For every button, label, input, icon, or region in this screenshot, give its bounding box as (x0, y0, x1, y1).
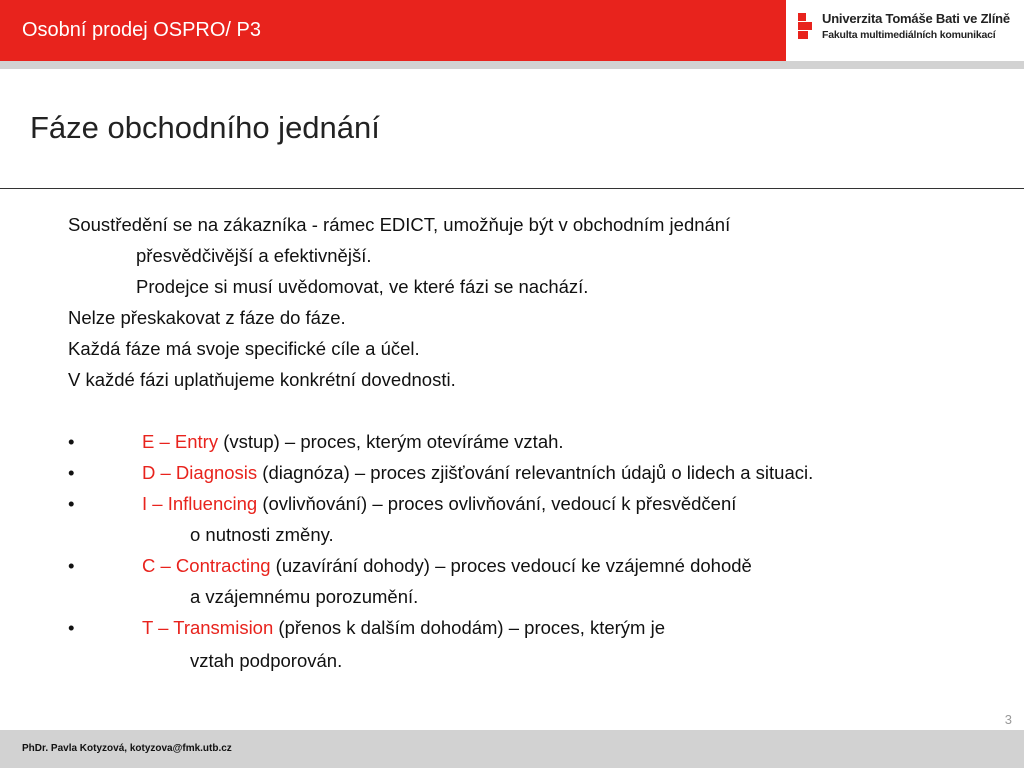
phase-description: (ovlivňování) – proces ovlivňování, vedoucí k přesvědčení (257, 493, 737, 514)
phase-term: T – Transmision (142, 617, 274, 638)
intro-line-1: Soustředění se na zákazníka - rámec EDICT, umožňuje být v obchodním jednání (68, 214, 731, 235)
course-title: Osobní prodej OSPRO/ P3 (22, 19, 262, 41)
intro-line-5: V každé fázi uplatňujeme konkrétní dovednosti. (68, 369, 456, 390)
faculty-name: Fakulta multimediálních komunikací (822, 29, 996, 41)
utb-logo-icon (798, 13, 812, 39)
phase-term: C – Contracting (142, 555, 271, 576)
phase-description: (diagnóza) – proces zjišťování relevantních údajů o lidech a situaci. (257, 462, 814, 483)
phase-item-diagnosis (142, 460, 813, 486)
phase-description: (vstup) – proces, kterým otevíráme vztah. (218, 431, 564, 452)
university-name: Univerzita Tomáše Bati ve Zlíně (822, 11, 1010, 26)
phase-item-transmision (142, 615, 665, 641)
university-logo (798, 11, 1018, 47)
bullet-icon: • (68, 617, 75, 638)
page-number: 3 (1004, 712, 1012, 727)
intro-line-4: Každá fáze má svoje specifické cíle a účel. (68, 338, 420, 359)
header-bar (0, 0, 786, 61)
phase-item-influencing (142, 491, 736, 517)
phase-term: E – Entry (142, 431, 219, 452)
intro-line-3: Nelze přeskakovat z fáze do fáze. (68, 307, 346, 328)
phase-continuation: a vzájemnému porozumění. (190, 586, 419, 607)
header-divider (0, 61, 1024, 69)
bullet-icon: • (68, 462, 75, 483)
phase-item-contracting (142, 553, 752, 579)
title-divider (0, 188, 1024, 189)
bullet-icon: • (68, 493, 75, 514)
phase-continuation: o nutnosti změny. (190, 524, 334, 545)
phase-item-entry (142, 429, 564, 455)
phase-description: (přenos k dalším dohodám) – proces, kterým je (273, 617, 666, 638)
phase-term: D – Diagnosis (142, 462, 258, 483)
author-credit: PhDr. Pavla Kotyzová, kotyzova@fmk.utb.cz (22, 743, 232, 754)
intro-line-1-continued: přesvědčivější a efektivnější. (136, 245, 372, 266)
intro-line-2: Prodejce si musí uvědomovat, ve které fázi se nachází. (136, 276, 589, 297)
bullet-icon: • (68, 431, 75, 452)
phase-term: I – Influencing (142, 493, 258, 514)
bullet-icon: • (68, 555, 75, 576)
phase-description: (uzavírání dohody) – proces vedoucí ke vzájemné dohodě (270, 555, 752, 576)
footer-bar (0, 730, 1024, 768)
slide-title: Fáze obchodního jednání (30, 110, 380, 145)
phase-continuation: vztah podporován. (190, 650, 343, 671)
